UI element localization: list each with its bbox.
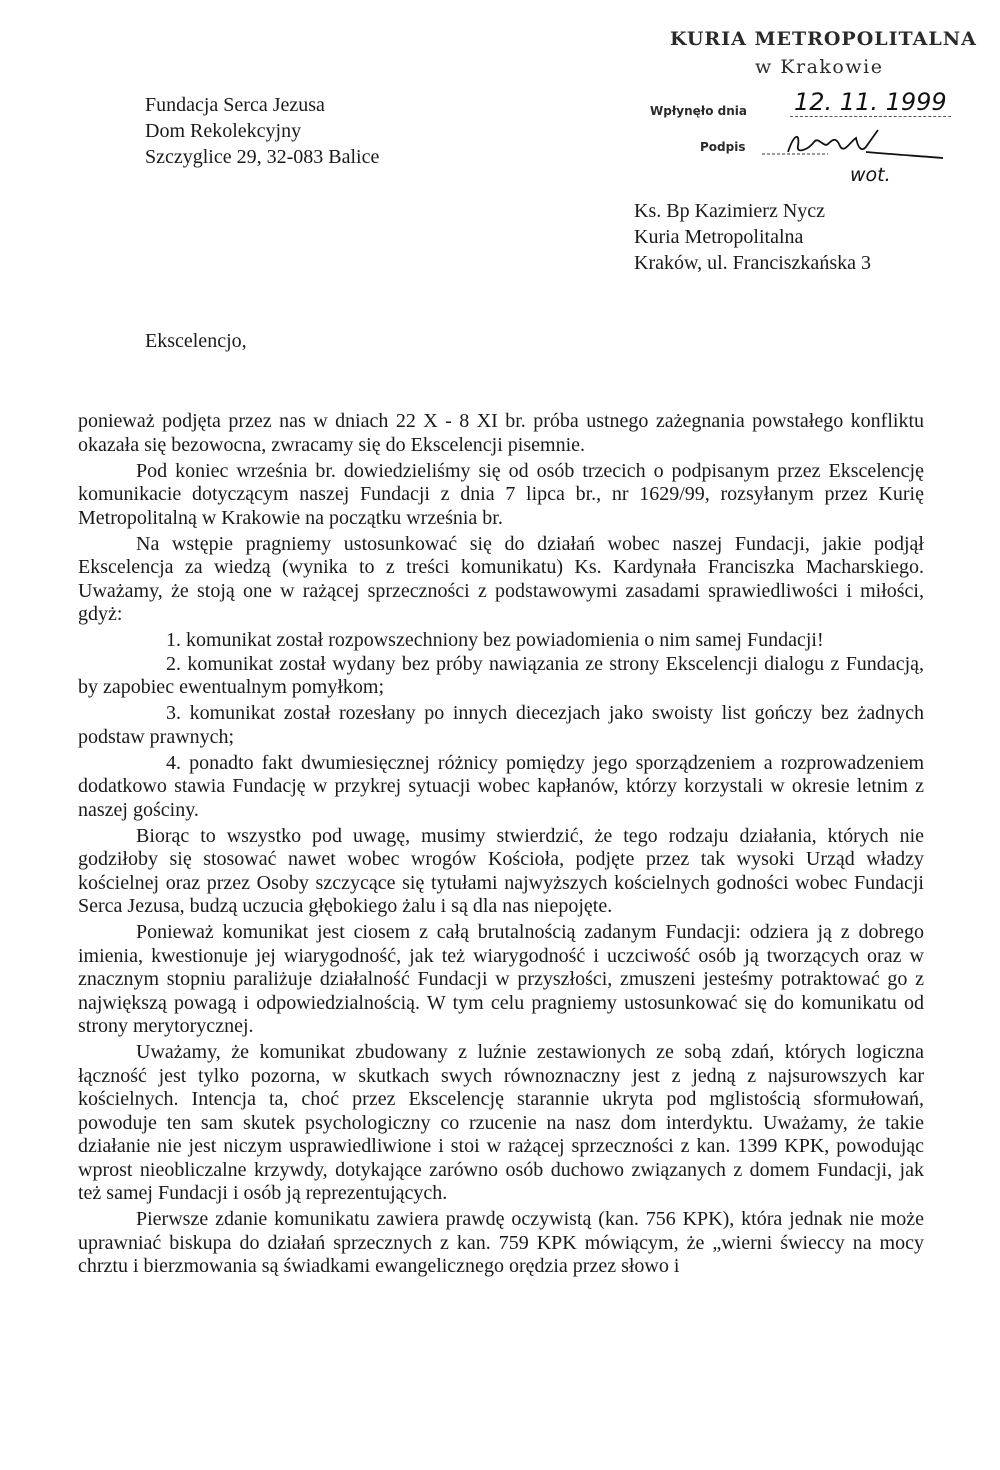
received-stamp bbox=[640, 28, 977, 198]
stamp-signature-label: Podpis bbox=[700, 140, 746, 154]
list-item: 3. komunikat został rozesłany po innych diecezjach jako swoisty list gończy bez żadnych podstaw prawnych; bbox=[78, 702, 924, 748]
sender-line: Szczyglice 29, 32-083 Balice bbox=[145, 146, 380, 168]
recipient-line: Kuria Metropolitalna bbox=[634, 226, 804, 248]
stamp-received-date: 12. 11. 1999 bbox=[790, 88, 951, 117]
paragraph: Ponieważ komunikat jest ciosem z całą brutalnością zadanym Fundacji: odziera ją z dobrego imienia, kwestionuje jej wiarygodność, jak też wiarygodność i uczciwość osób ją tworzących oraz w znacznym stopniu paraliżuje działalność Fundacji w przyszłości, zmuszeni jesteśmy potraktować go z największą powagą i odpowiedzialnością. W tym celu pragniemy ustosunkować się do komunikatu od strony merytorycznej. bbox=[78, 921, 924, 1037]
paragraph: Uważamy, że komunikat zbudowany z luźnie zestawionych ze sobą zdań, których logiczna łączność jest tylko pozorna, w skutkach swych równoznaczny jest z jedną z najsurowszych kar kościelnych. Intencja ta, choć przez Ekscelencję starannie ukryta pod mglistością sformułowań, powoduje ten sam skutek psychologiczny co rzucenie na nasz dom interdyktu. Uważamy, że takie działanie nie jest niczym usprawiedliwione i stoi w rażącej sprzeczności z kan. 1399 KPK, powodując wprost nieobliczalne krzywdy, dotykające zarówno osób duchowo związanych z domem Fundacji, jak też samej Fundacji i osób ją reprezentujących. bbox=[78, 1041, 924, 1204]
list-item: 2. komunikat został wydany bez próby nawiązania ze strony Ekscelencji dialogu z Fundacją, by zapobiec ewentualnym pomyłkom; bbox=[78, 652, 924, 698]
stamp-city: w Krakowie bbox=[755, 56, 884, 78]
stamp-institution: KURIA METROPOLITALNA bbox=[670, 28, 977, 50]
letter-body bbox=[78, 410, 924, 1279]
sender-address bbox=[145, 92, 379, 170]
paragraph: ponieważ podjęta przez nas w dniach 22 X - 8 XI br. próba ustnego zażegnania powstałego konfliktu okazała się bezowocna, zwracamy się do Ekscelencji pisemnie. bbox=[78, 410, 924, 456]
sender-line: Dom Rekolekcyjny bbox=[145, 120, 302, 142]
paragraph: Pierwsze zdanie komunikatu zawiera prawdę oczywistą (kan. 756 KPK), która jednak nie może uprawniać biskupa do działań sprzecznych z kan. 759 KPK mówiącym, że „wierni świeccy na mocy chrztu i bierzmowania są świadkami ewangelicznego orędzia przez słowo i bbox=[78, 1208, 924, 1277]
list-item: 4. ponadto fakt dwumiesięcznej różnicy pomiędzy jego sporządzeniem a rozprowadzeniem dodatkowo stawia Fundację w przykrej sytuacji wobec kapłanów, którzy korzystali w okresie letnim z naszej gościny. bbox=[78, 751, 924, 821]
stamp-received-label: Wpłynęło dnia bbox=[650, 104, 748, 118]
sender-line: Fundacja Serca Jezusa bbox=[145, 94, 325, 116]
list-item: 1. komunikat został rozpowszechniony bez powiadomienia o nim samej Fundacji! bbox=[166, 629, 824, 651]
recipient-address bbox=[634, 198, 871, 276]
handwritten-note: wot. bbox=[850, 164, 891, 186]
paragraph: Pod koniec września br. dowiedzieliśmy się od osób trzecich o podpisanym przez Ekscelencję komunikacie dotyczącym naszej Fundacji z dnia 7 lipca br., nr 1629/99, rozsyłanym przez Kurię Metropolitalną w Krakowie na początku września br. bbox=[78, 459, 924, 529]
paragraph: Na wstępie pragniemy ustosunkować się do działań wobec naszej Fundacji, jakie podjął Ekscelencja za wiedzą (wynika to z treści komunikatu) Ks. Kardynała Franciszka Macharskiego. Uważamy, że stoją one w rażącej sprzeczności z podstawowymi zasadami sprawiedliwości i miłości, gdyż: bbox=[78, 532, 924, 625]
salutation: Ekscelencjo, bbox=[145, 330, 247, 352]
handwritten-signature bbox=[758, 124, 948, 169]
recipient-line: Kraków, ul. Franciszkańska 3 bbox=[634, 252, 871, 274]
paragraph: Biorąc to wszystko pod uwagę, musimy stwierdzić, że tego rodzaju działania, których nie godziłoby się stosować nawet wobec wrogów Kościoła, podjęte przez tak wysoki Urząd władzy kościelnej oraz przez Osoby szczycące się tytułami najwyższych kościelnych godności wobec Fundacji Serca Jezusa, budzą uczucia głębokiego żalu i są dla nas niepojęte. bbox=[78, 824, 924, 917]
recipient-line: Ks. Bp Kazimierz Nycz bbox=[634, 200, 826, 222]
